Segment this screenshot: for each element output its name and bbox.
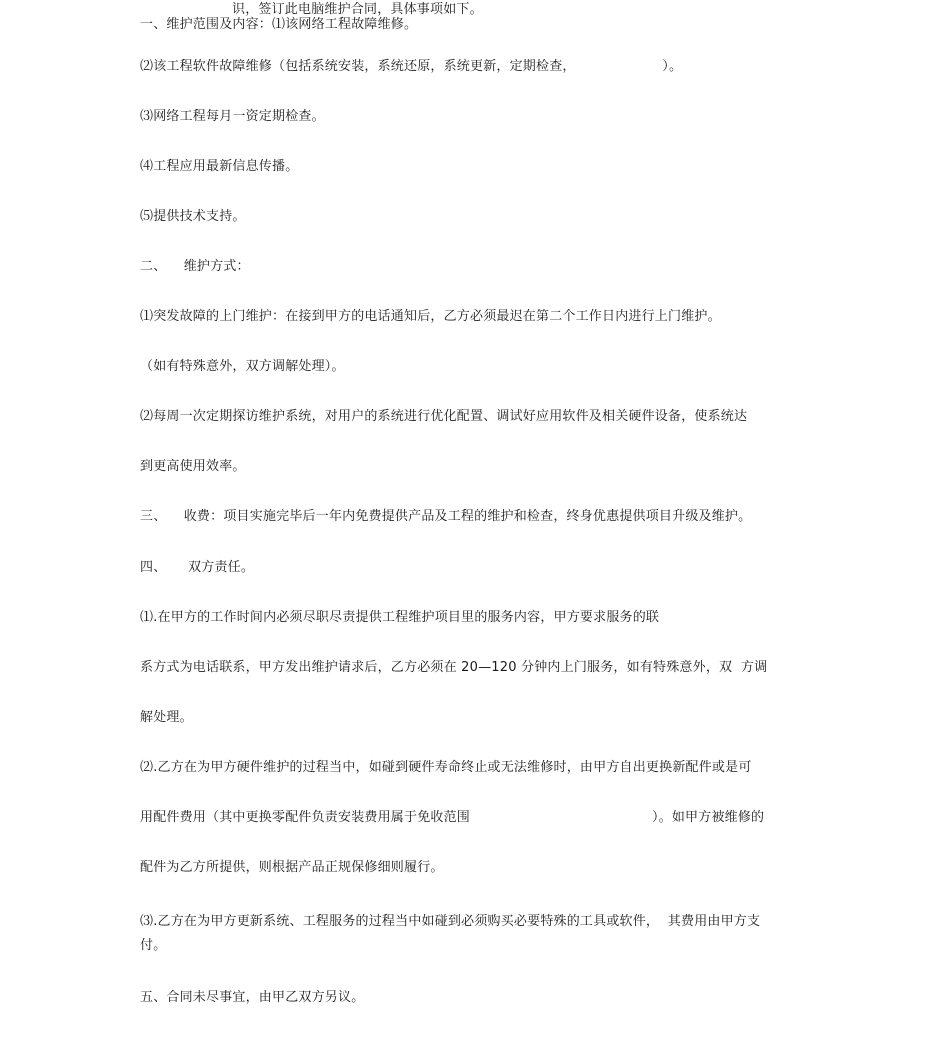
section-5-heading: 五、合同未尽事宜，由甲乙双方另议。 (140, 990, 365, 1005)
section-4-item-2-cont: 用配件费用（其中更换零配件负责安装费用属于免收范围 ）。如甲方被维修的 (140, 810, 765, 825)
section-1-item-2: ⑵该工程软件故障维修（包括系统安装，系统还原，系统更新，定期检查， ）。 (140, 59, 683, 74)
section-3-heading: 三、 收费：项目实施完毕后一年内免费提供产品及工程的维护和检查，终身优惠提供项目升级及维护。 (140, 509, 752, 524)
section-2-heading: 二、 维护方式： (140, 259, 250, 274)
intro-line: 识，签订此电脑维护合同，具体事项如下。 (232, 2, 483, 17)
section-1-item-3: ⑶网络工程每月一资定期检查。 (140, 109, 325, 124)
section-4-item-2: ⑵.乙方在为甲方硬件维护的过程当中，如碰到硬件寿命终止或无法维修时，由甲方自出更换新配件或是可 (140, 760, 752, 775)
section-4-item-3-end: 付。 (140, 938, 167, 953)
section-4-item-1: ⑴.在甲方的工作时间内必须尽职尽责提供工程维护项目里的服务内容，甲方要求服务的联 (140, 610, 660, 625)
section-2-item-1: ⑴突发故障的上门维护：在接到甲方的电话通知后，乙方必须最迟在第二个工作日内进行上门维护。 (140, 309, 721, 324)
section-4-item-3: ⑶.乙方在为甲方更新系统、工程服务的过程当中如碰到必须购买必要特殊的工具或软件， 其费用由甲方支 (140, 914, 761, 929)
section-4-item-1-end: 解处理。 (140, 710, 193, 725)
section-2-item-1-note: （如有特殊意外，双方调解处理）。 (140, 359, 345, 374)
section-4-item-2-end: 配件为乙方所提供，则根据产品正规保修细则履行。 (140, 860, 444, 875)
section-1-item-5: ⑸提供技术支持。 (140, 209, 246, 224)
section-4-heading: 四、 双方责任。 (140, 560, 255, 575)
section-1-item-4: ⑷工程应用最新信息传播。 (140, 159, 299, 174)
section-1-heading: 一、维护范围及内容：⑴该网络工程故障维修。 (140, 17, 418, 32)
section-2-item-2-cont: 到更高使用效率。 (140, 459, 246, 474)
section-2-item-2: ⑵每周一次定期探访维护系统，对用户的系统进行优化配置、调试好应用软件及相关硬件设备，使系统达 (140, 409, 748, 424)
section-4-item-1-cont: 系方式为电话联系，甲方发出维护请求后，乙方必须在 20—120 分钟内上门服务，如有特殊意外，双 方调 (140, 660, 768, 675)
